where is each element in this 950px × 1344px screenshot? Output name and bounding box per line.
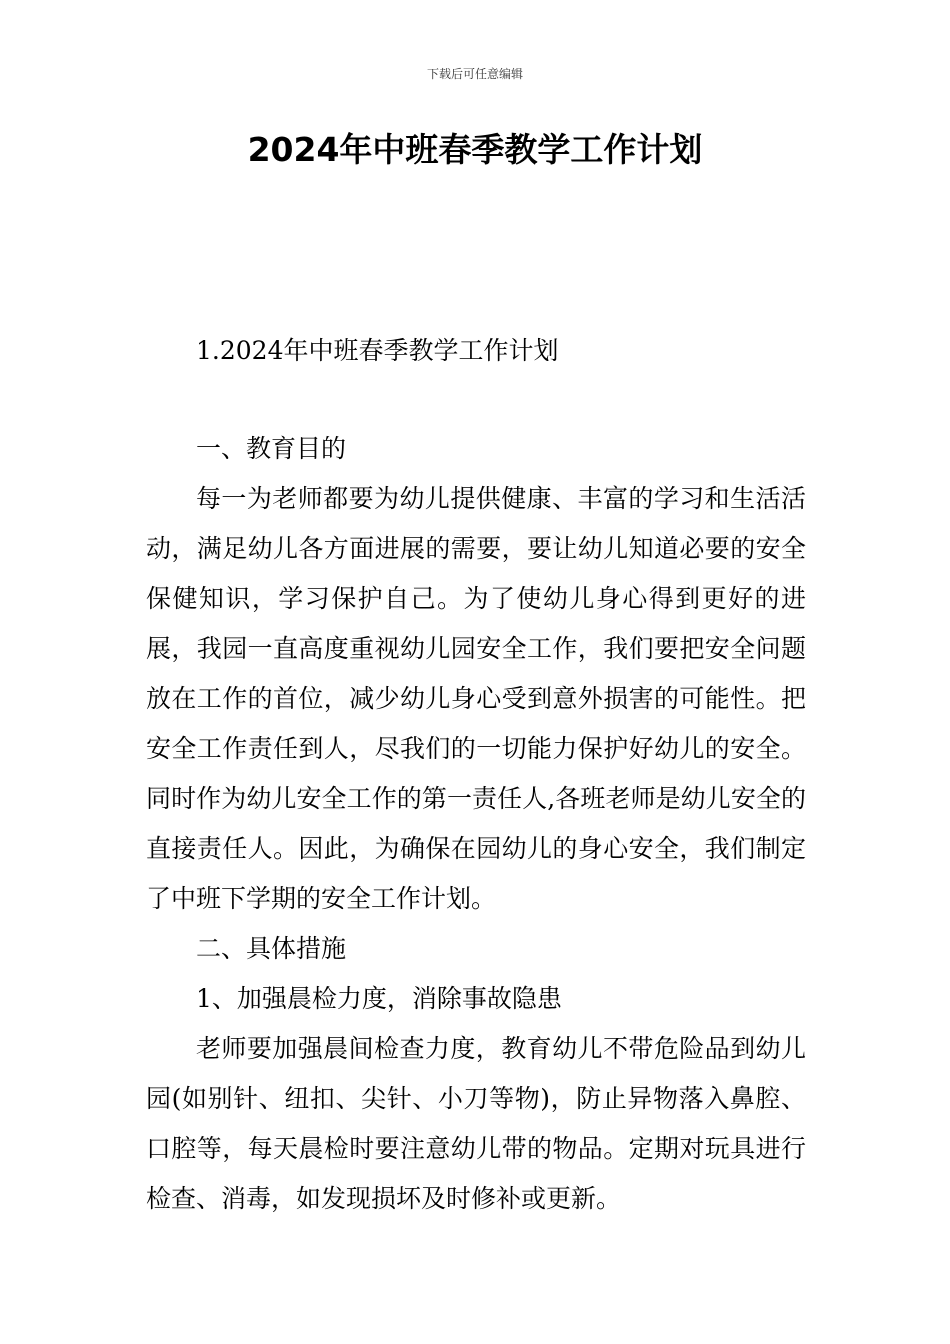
header-note: 下载后可任意编辑 — [426, 67, 523, 81]
section-paragraph-morning-check: 老师要加强晨间检查力度，教育幼儿不带危险品到幼儿园(如别针、纽扣、尖针、小刀等物)，防止异物落入鼻腔、口腔等，每天晨检时要注意幼儿带的物品。定期对玩具进行检查、消毒，如发现损坏及时修补或更新。 — [146, 1034, 806, 1213]
document-title: 2024年中班春季教学工作计划 — [247, 130, 703, 169]
section-heading-goals: 一、教育目的 — [196, 434, 347, 463]
section-heading-measures: 二、具体措施 — [196, 934, 347, 963]
document-body — [146, 424, 806, 1224]
document-subtitle: 1.2024年中班春季教学工作计划 — [196, 336, 559, 365]
section-subheading-morning-check: 1、加强晨检力度，消除事故隐患 — [196, 984, 562, 1013]
section-paragraph-goals: 每一为老师都要为幼儿提供健康、丰富的学习和生活活动，满足幼儿各方面进展的需要，要让幼儿知道必要的安全保健知识，学习保护自己。为了使幼儿身心得到更好的进展，我园一直高度重视幼儿园安全工作，我们要把安全问题放在工作的首位，减少幼儿身心受到意外损害的可能性。把安全工作责任到人，尽我们的一切能力保护好幼儿的安全。同时作为幼儿安全工作的第一责任人,各班老师是幼儿安全的直接责任人。因此，为确保在园幼儿的身心安全，我们制定了中班下学期的安全工作计划。 — [146, 484, 806, 913]
